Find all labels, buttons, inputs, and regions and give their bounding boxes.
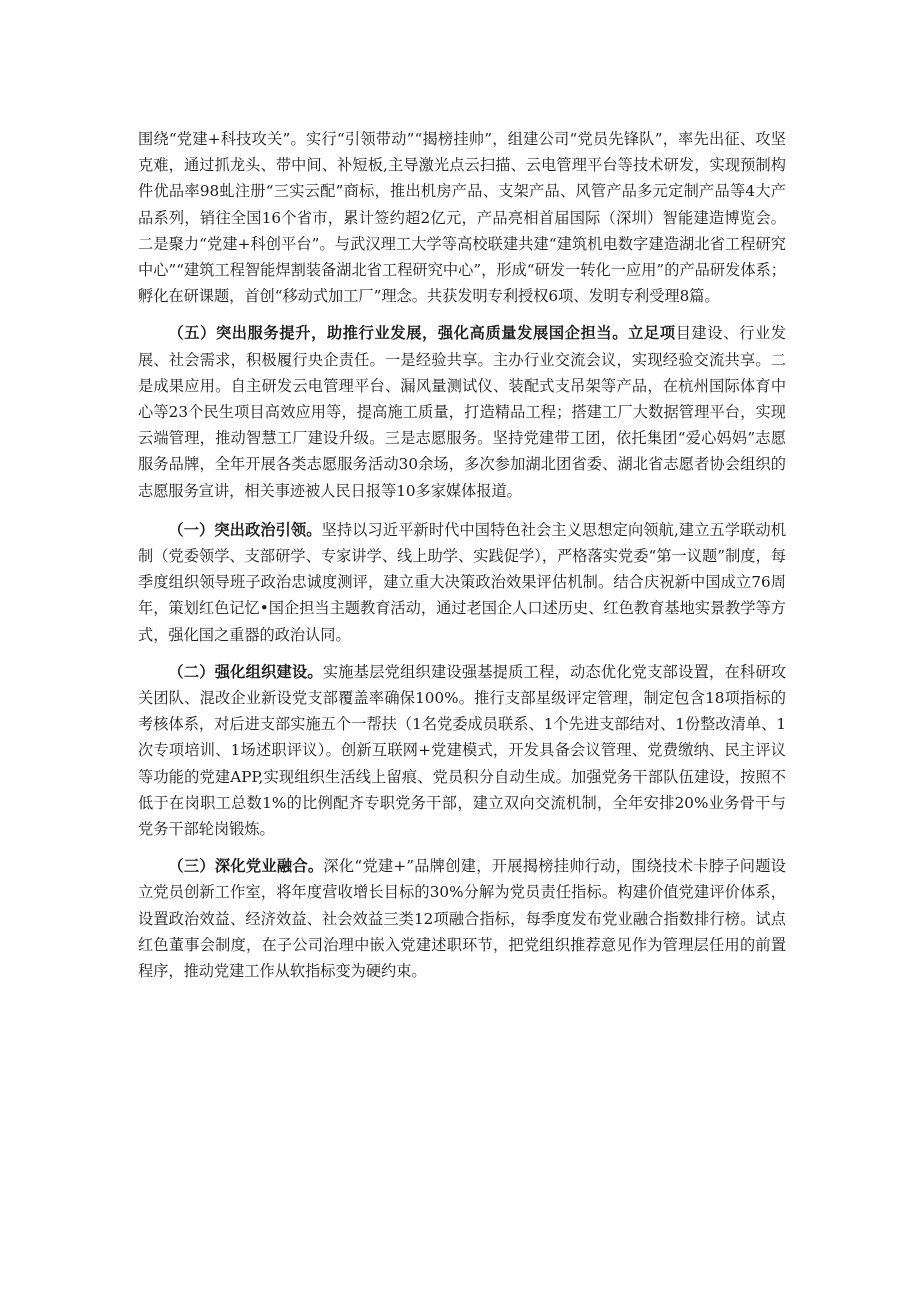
paragraph-lead: （三）深化党业融合。 bbox=[168, 857, 324, 876]
paragraph-party-business-integration bbox=[138, 853, 786, 984]
document-body bbox=[138, 126, 786, 995]
paragraph-text: 围绕“党建+科技攻关”。实行“引领带动”“揭榜挂帅”，组建公司“党员先锋队”，率先出征、攻坚克难，通过抓龙头、带中间、补短板,主导激光点云扫描、云电管理平台等技术研发，实现预制构件优品率98虬注册“三实云配”商标，推出机房产品、支架产品、风管产品多元定制产品等4大产品系列，销往全国16个省市，累计签约超2亿元，产品亮相首届国际（深圳）智能建造博览会。二是聚力“党建+科创平台”。与武汉理工大学等高校联建共建“建筑机电数字建造湖北省工程研究中心”“建筑工程智能焊割装备湖北省工程研究中心”，形成“研发一转化一应用”的产品研发体系；孵化在研课题，首创“移动式加工厂”理念。共获发明专利授权6项、发明专利受理8篇。 bbox=[138, 130, 786, 306]
paragraph-service-improvement bbox=[138, 320, 786, 503]
paragraph-text: 目建设、行业发展、社会需求，积极履行央企责任。一是经验共享。主办行业交流会议，实现经验交流共享。二是成果应用。自主研发云电管理平台、漏风量测试仪、装配式支吊架等产品，在杭州国际体育中心等23个民生项目高效应用等，提高施工质量，打造精品工程；搭建工厂大数据管理平台，实现云端管理，推动智慧工厂建设升级。三是志愿服务。坚持党建带工团，依托集团“爱心妈妈”志愿服务品牌，全年开展各类志愿服务活动30余场，多次参加湖北团省委、湖北省志愿者协会组织的志愿服务宣讲，相关事迹被人民日报等10多家媒体报道。 bbox=[138, 324, 787, 500]
paragraph-text: 坚持以习近平新时代中国特色社会主义思想定向领航,建立五学联动机制（党委领学、支部研学、专家讲学、线上助学、实践促学），严格落实党委“第一议题”制度，每季度组织领导班子政治忠诚度测评，建立重大决策政治效果评估机制。结合庆祝新中国成立76周年，策划红色记忆•国企担当主题教育活动，通过老国企人口述历史、红色教育基地实景教学等方式，强化国之重器的政治认同。 bbox=[138, 520, 787, 644]
paragraph-text: 深化“党建+”品牌创建，开展揭榜挂帅行动，围绕技术卡脖子问题设立党员创新工作室，将年度营收增长目标的30%分解为党员责任指标。构建价值党建评价体系，设置政治效益、经济效益、社会效益三类12项融合指标，每季度发布党业融合指数排行榜。试点红色董事会制度，在子公司治理中嵌入党建述职环节，把党组织推荐意见作为管理层任用的前置程序，推动党建工作从软指标变为硬约束。 bbox=[138, 857, 786, 981]
paragraph-lead: （五）突出服务提升，助推行业发展，强化高质量发展国企担当。立足项 bbox=[168, 324, 676, 343]
paragraph-organization-building bbox=[138, 659, 786, 842]
paragraph-lead: （二）强化组织建设。 bbox=[168, 662, 323, 681]
paragraph-lead: （一）突出政治引领。 bbox=[168, 520, 322, 539]
paragraph-tech-platform bbox=[138, 126, 786, 309]
paragraph-text: 实施基层党组织建设强基提质工程，动态优化党支部设置，在科研攻关团队、混改企业新设党支部覆盖率确保100%。推行支部星级评定管理，制定包含18项指标的考核体系，对后进支部实施五个一帮扶（1名党委成员联系、1个先进支部结对、1份整改清单、1次专项培训、1场述职评议）。创新互联网+党建模式，开发具备会议管理、党费缴纳、民主评议等功能的党建APP,实现组织生活线上留痕、党员积分自动生成。加强党务干部队伍建设，按照不低于在岗职工总数1%的比例配齐专职党务干部，建立双向交流机制，全年安排20%业务骨干与党务干部轮岗锻炼。 bbox=[138, 662, 787, 839]
paragraph-political-guidance bbox=[138, 517, 786, 648]
